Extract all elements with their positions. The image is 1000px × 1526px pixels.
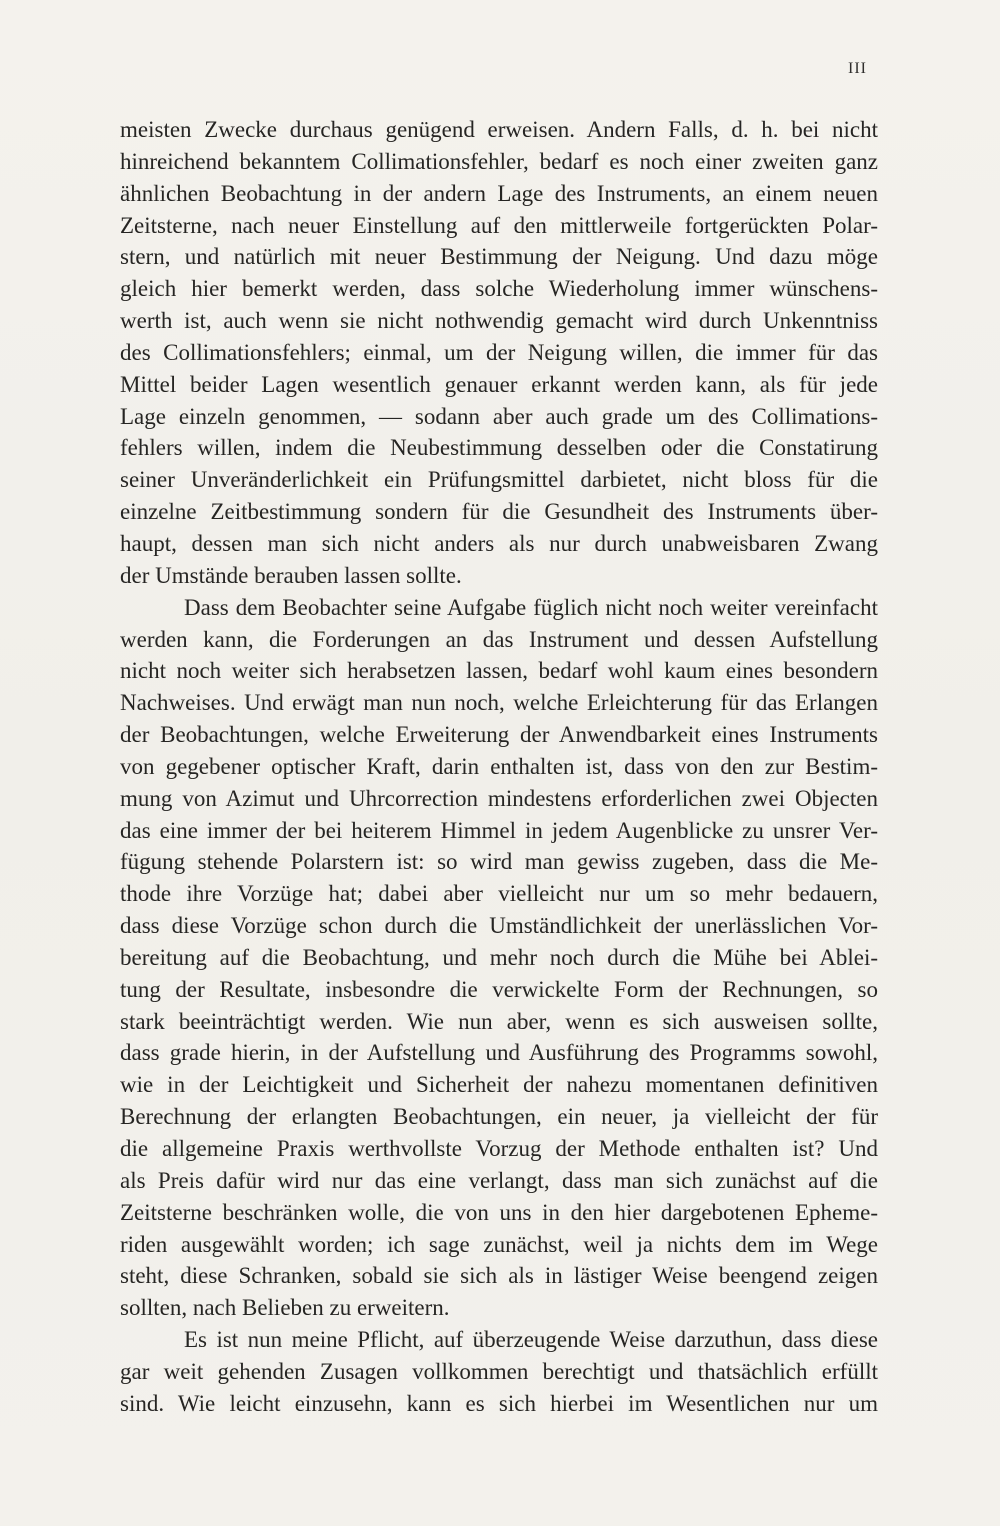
text-line: von gegebener optischer Kraft, darin enthalten ist, dass von den zur Bestim-	[120, 753, 878, 779]
text-line: wie in der Leichtigkeit und Sicherheit der nahezu momentanen definitiven	[120, 1072, 878, 1098]
text-line: meisten Zwecke durchaus genügend erweisen. Andern Falls, d. h. bei nicht	[120, 117, 878, 142]
text-line: einzelne Zeitbestimmung sondern für die Gesundheit des Instruments über-	[120, 499, 878, 525]
text-line: Zeitsterne beschränken wolle, die von uns in den hier dargebotenen Epheme-	[120, 1199, 878, 1225]
text-line: werth ist, auch wenn sie nicht nothwendig gemacht wird durch Unkenntniss	[120, 308, 878, 334]
text-line: des Collimationsfehlers; einmal, um der Neigung willen, die immer für das	[120, 339, 878, 365]
text-line: gar weit gehenden Zusagen vollkommen berechtigt und thatsächlich erfüllt	[120, 1358, 878, 1384]
paragraph-start-line: Dass dem Beobachter seine Aufgabe füglich nicht noch weiter vereinfacht	[184, 594, 878, 620]
paragraph-start-line: Es ist nun meine Pflicht, auf überzeugende Weise darzuthun, dass diese	[184, 1327, 878, 1353]
text-line: Berechnung der erlangten Beobachtungen, ein neuer, ja vielleicht der für	[120, 1104, 878, 1130]
text-line: als Preis dafür wird nur das eine verlangt, dass man sich zunächst auf die	[120, 1167, 878, 1193]
text-line: haupt, dessen man sich nicht anders als nur durch unabweisbaren Zwang	[120, 530, 878, 556]
text-line: gleich hier bemerkt werden, dass solche Wiederholung immer wünschens-	[120, 276, 878, 302]
text-line: tung der Resultate, insbesondre die verwickelte Form der Rechnungen, so	[120, 976, 878, 1002]
text-line: ähnlichen Beobachtung in der andern Lage des Instruments, an einem neuen	[120, 180, 878, 206]
text-line: Zeitsterne, nach neuer Einstellung auf den mittlerweile fortgerückten Polar-	[120, 212, 878, 238]
text-line: hinreichend bekanntem Collimationsfehler, bedarf es noch einer zweiten ganz	[120, 148, 878, 174]
paragraph-end-line: der Umstände berauben lassen sollte.	[120, 562, 462, 588]
text-line: nicht noch weiter sich herabsetzen lassen, bedarf wohl kaum eines besondern	[120, 658, 878, 684]
text-line: werden kann, die Forderungen an das Instrument und dessen Aufstellung	[120, 626, 878, 652]
text-line: fehlers willen, indem die Neubestimmung desselben oder die Constatirung	[120, 435, 878, 461]
text-line: steht, diese Schranken, sobald sie sich als in lästiger Weise beengend zeigen	[120, 1263, 878, 1289]
text-line: mung von Azimut und Uhrcorrection mindestens erforderlichen zwei Objecten	[120, 785, 878, 811]
text-line: die allgemeine Praxis werthvollste Vorzug der Methode enthalten ist? Und	[120, 1136, 878, 1161]
text-line: seiner Unveränderlichkeit ein Prüfungsmittel darbietet, nicht bloss für die	[120, 467, 878, 493]
text-line: Mittel beider Lagen wesentlich genauer erkannt werden kann, als für jede	[120, 371, 878, 397]
text-line: Lage einzeln genommen, — sodann aber auch grade um des Collimations-	[120, 403, 878, 429]
text-line: sind. Wie leicht einzusehn, kann es sich hierbei im Wesentlichen nur um	[120, 1390, 878, 1416]
text-line: Nachweises. Und erwägt man nun noch, welche Erleichterung für das Erlangen	[120, 690, 878, 716]
text-line: stark beeinträchtigt werden. Wie nun aber, wenn es sich ausweisen sollte,	[120, 1008, 878, 1034]
text-line: riden ausgewählt worden; ich sage zunächst, weil ja nichts dem im Wege	[120, 1231, 878, 1257]
text-line: dass diese Vorzüge schon durch die Umständlichkeit der unerlässlichen Vor-	[120, 913, 878, 939]
text-line: stern, und natürlich mit neuer Bestimmung der Neigung. Und dazu möge	[120, 244, 878, 270]
page-number: III	[848, 60, 867, 77]
text-line: der Beobachtungen, welche Erweiterung der Anwendbarkeit eines Instruments	[120, 722, 878, 748]
text-line: fügung stehende Polarstern ist: so wird man gewiss zugeben, dass die Me-	[120, 849, 878, 875]
text-line: thode ihre Vorzüge hat; dabei aber vielleicht nur um so mehr bedauern,	[120, 881, 878, 907]
text-line: bereitung auf die Beobachtung, und mehr noch durch die Mühe bei Ablei-	[120, 944, 878, 970]
text-line: dass grade hierin, in der Aufstellung und Ausführung des Programms sowohl,	[120, 1040, 878, 1066]
text-line: das eine immer der bei heiterem Himmel in jedem Augenblicke zu unsrer Ver-	[120, 817, 878, 843]
paragraph-end-line: sollten, nach Belieben zu erweitern.	[120, 1295, 450, 1321]
body-text	[120, 114, 878, 1420]
